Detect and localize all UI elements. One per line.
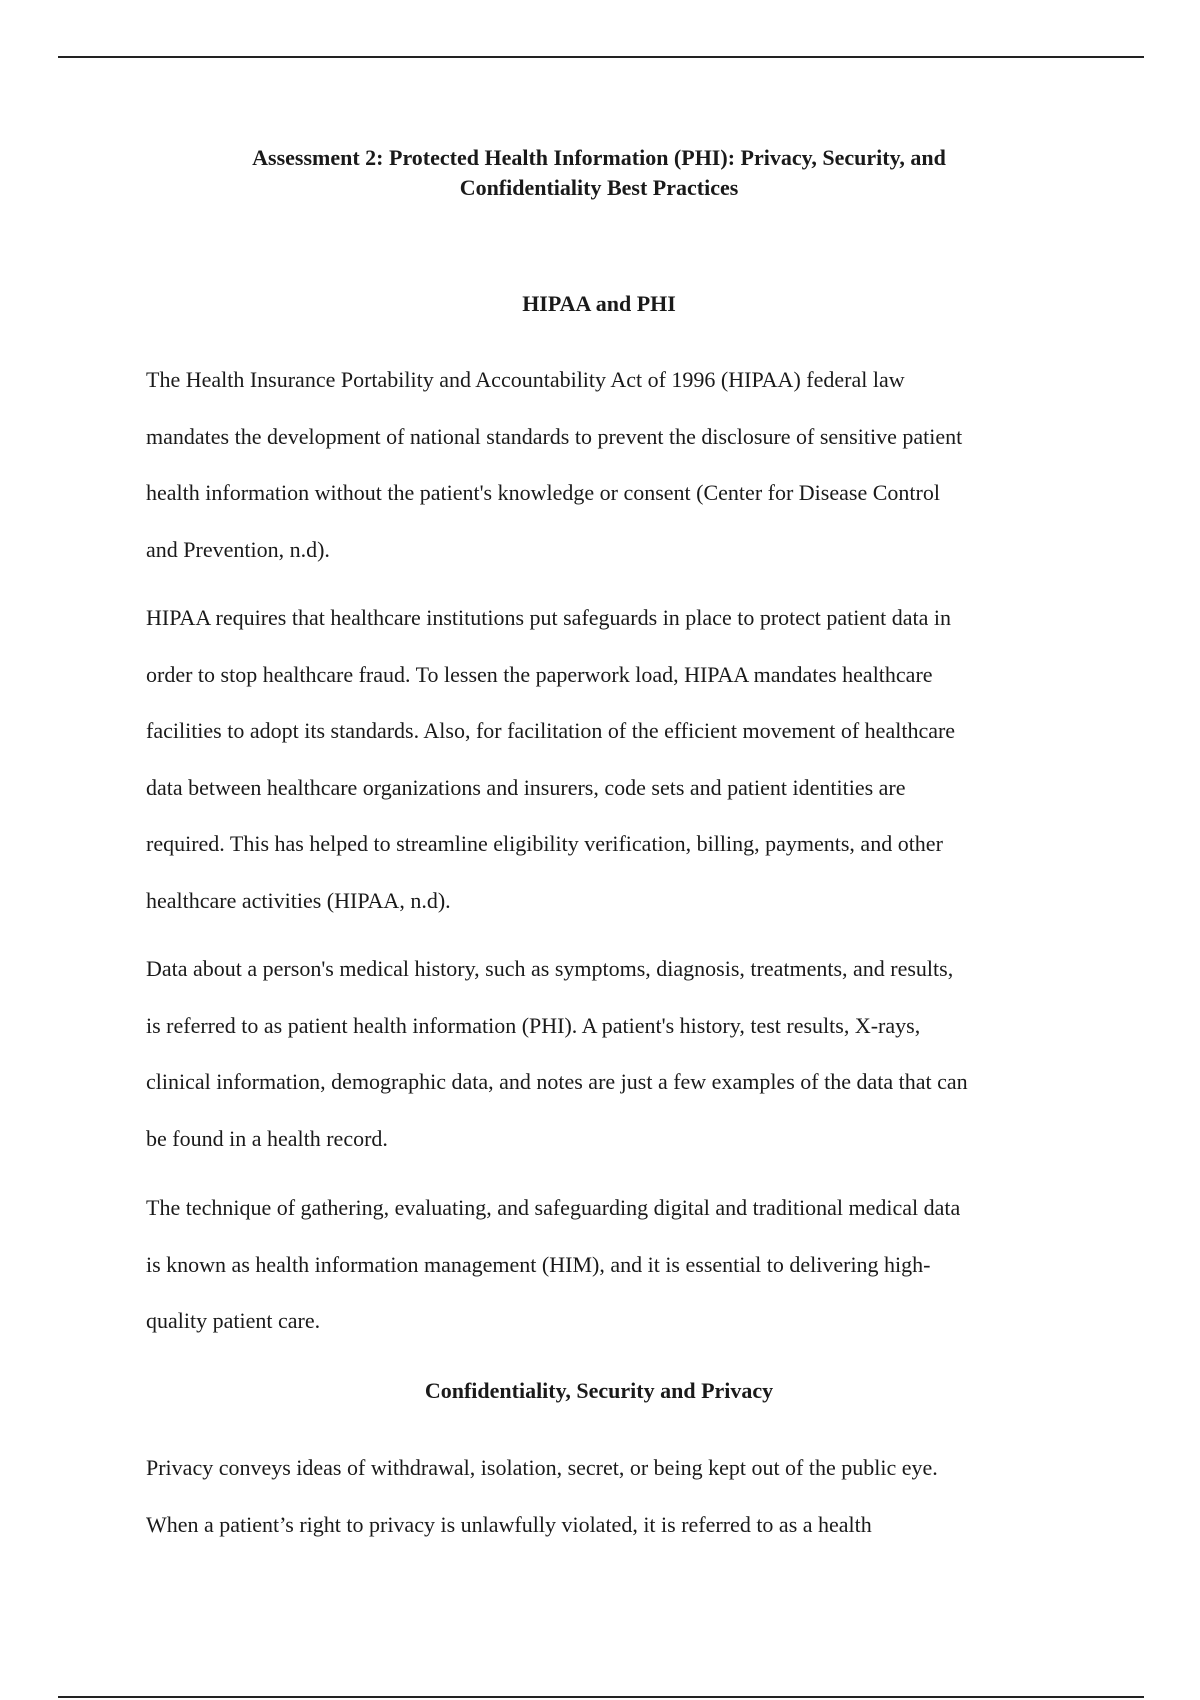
text-line: facilities to adopt its standards. Also, for facilitation of the efficient movement of healthcare — [146, 718, 956, 743]
document-title — [146, 143, 1052, 203]
text-line: mandates the development of national standards to prevent the disclosure of sensitive patient — [146, 423, 963, 449]
text-line: order to stop healthcare fraud. To lessen the paperwork load, HIPAA mandates healthcare — [146, 661, 933, 687]
text-line: HIPAA requires that healthcare institutions put safeguards in place to protect patient data in — [146, 605, 952, 630]
bottom-rule — [58, 1696, 1144, 1698]
title-line-2: Confidentiality Best Practices — [459, 175, 739, 200]
text-line: clinical information, demographic data, and notes are just a few examples of the data that can — [146, 1069, 968, 1094]
text-line: The technique of gathering, evaluating, and safeguarding digital and traditional medical data — [146, 1195, 961, 1220]
text-line: quality patient care. — [146, 1308, 321, 1333]
title-line-1: Assessment 2: Protected Health Information (PHI): Privacy, Security, and — [252, 145, 946, 170]
text-line: Privacy conveys ideas of withdrawal, isolation, secret, or being kept out of the public eye. — [146, 1455, 938, 1480]
paragraph-privacy-definition — [146, 1440, 1076, 1553]
section-heading-confidentiality: Confidentiality, Security and Privacy — [424, 1378, 774, 1403]
top-rule — [58, 56, 1144, 58]
paragraph-phi-definition — [146, 941, 1076, 1167]
text-line: be found in a health record. — [146, 1125, 388, 1151]
text-line: required. This has helped to streamline eligibility verification, billing, payments, and other — [146, 831, 943, 856]
paragraph-him-definition — [146, 1180, 1076, 1350]
text-line: Data about a person's medical history, such as symptoms, diagnosis, treatments, and results, — [146, 956, 954, 981]
section-heading-hipaa-phi: HIPAA and PHI — [522, 291, 676, 316]
text-line: health information without the patient's knowledge or consent (Center for Disease Control — [146, 480, 940, 505]
text-line: is known as health information management (HIM), and it is essential to delivering high- — [146, 1251, 931, 1277]
text-line: When a patient’s right to privacy is unlawfully violated, it is referred to as a health — [146, 1511, 872, 1537]
text-line: is referred to as patient health information (PHI). A patient's history, test results, X-rays, — [146, 1012, 921, 1038]
paragraph-hipaa-requirements — [146, 590, 1076, 929]
text-line: and Prevention, n.d). — [146, 536, 330, 562]
paragraph-hipaa-definition — [146, 352, 1076, 578]
text-line: data between healthcare organizations and insurers, code sets and patient identities are — [146, 774, 906, 800]
text-line: The Health Insurance Portability and Accountability Act of 1996 (HIPAA) federal law — [146, 367, 905, 392]
text-line: healthcare activities (HIPAA, n.d). — [146, 887, 451, 913]
